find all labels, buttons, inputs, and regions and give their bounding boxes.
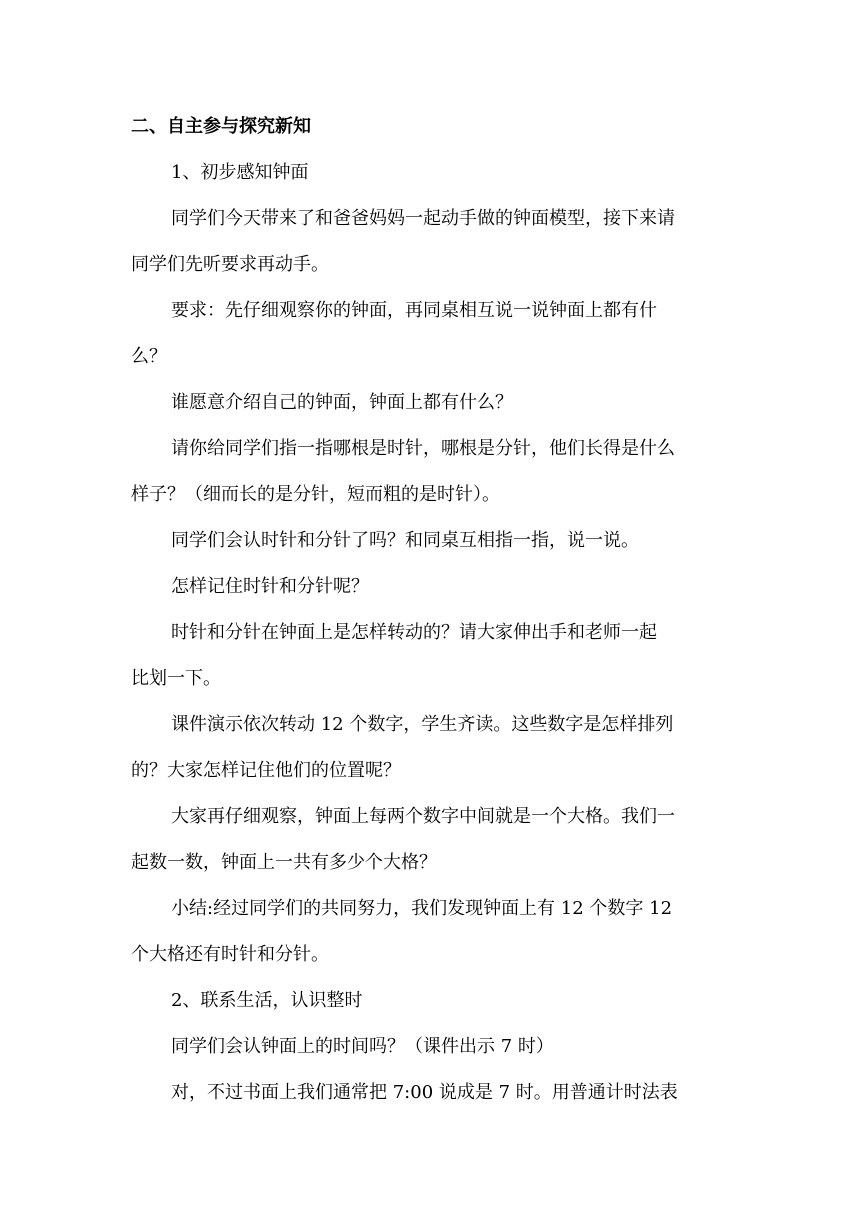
- paragraph-8: [131, 619, 731, 693]
- paragraph-line: 同学们会认时针和分针了吗？和同桌互相指一指，说一说。: [171, 530, 639, 551]
- paragraph-line: 课件演示依次转动 12 个数字，学生齐读。这些数字是怎样排列: [171, 714, 674, 735]
- paragraph-line: 谁愿意介绍自己的钟面，钟面上都有什么？: [171, 392, 513, 413]
- paragraph-line: 同学们会认钟面上的时间吗？（课件出示 7 时）: [171, 1036, 554, 1057]
- paragraph-line: 2、联系生活，认识整时: [171, 990, 363, 1011]
- paragraph-6: [131, 527, 731, 555]
- paragraph-7: [131, 573, 731, 601]
- paragraph-2: [131, 205, 731, 279]
- paragraph-11: [131, 895, 731, 969]
- paragraph-9: [131, 711, 731, 785]
- paragraph-line: 对，不过书面上我们通常把 7:00 说成是 7 时。用普通计时法表: [171, 1082, 678, 1103]
- paragraph-5: [131, 435, 731, 509]
- paragraph-3: [131, 297, 731, 371]
- paragraph-1: [131, 159, 731, 187]
- paragraph-line: 1、初步感知钟面: [171, 162, 309, 183]
- paragraph-13: [131, 1033, 731, 1061]
- paragraph-line: 样子？（细而长的是分针，短而粗的是时针）。: [131, 484, 500, 505]
- paragraph-line: 要求：先仔细观察你的钟面，再同桌相互说一说钟面上都有什: [171, 300, 657, 321]
- paragraph-line: 比划一下。: [131, 668, 221, 689]
- paragraph-line: 时针和分针在钟面上是怎样转动的？请大家伸出手和老师一起: [171, 622, 657, 643]
- paragraph-line: 大家再仔细观察，钟面上每两个数字中间就是一个大格。我们一: [171, 806, 675, 827]
- paragraph-line: 的？大家怎样记住他们的位置呢？: [131, 760, 401, 781]
- paragraph-line: 同学们先听要求再动手。: [131, 254, 329, 275]
- paragraph-14: [131, 1079, 731, 1107]
- paragraph-line: 起数一数，钟面上一共有多少个大格？: [131, 852, 437, 873]
- paragraph-4: [131, 389, 731, 417]
- paragraph-10: [131, 803, 731, 877]
- paragraph-12: [131, 987, 731, 1015]
- paragraph-line: 么？: [131, 346, 167, 367]
- paragraph-line: 怎样记住时针和分针呢？: [171, 576, 369, 597]
- paragraph-line: 同学们今天带来了和爸爸妈妈一起动手做的钟面模型，接下来请: [171, 208, 675, 229]
- section-heading: 二、自主参与探究新知: [131, 116, 311, 137]
- paragraph-line: 小结:经过同学们的共同努力，我们发现钟面上有 12 个数字 12: [171, 898, 673, 919]
- document-body: [131, 113, 731, 1125]
- paragraph-line: 个大格还有时针和分针。: [131, 944, 329, 965]
- paragraph-line: 请你给同学们指一指哪根是时针，哪根是分针，他们长得是什么: [171, 438, 675, 459]
